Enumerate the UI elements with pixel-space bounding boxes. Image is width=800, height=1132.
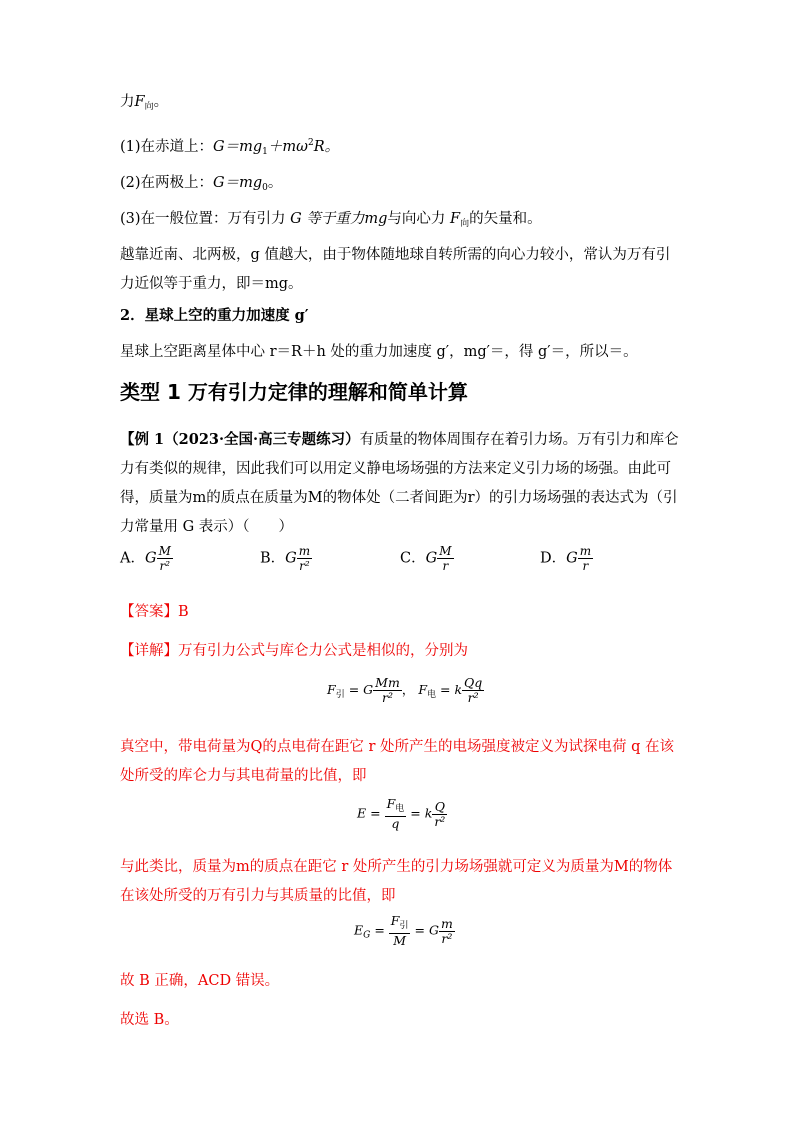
option-a[interactable]: [120, 544, 173, 573]
denominator: r: [578, 558, 593, 573]
option-label: A．: [120, 550, 145, 567]
text: 。: [267, 175, 283, 191]
option-label: B．: [260, 550, 286, 567]
symbol-mg: mg: [364, 211, 388, 227]
text: (1)在赤道上：: [120, 139, 214, 155]
fraction: [437, 544, 453, 573]
section-heading: 类型 1 万有引力定律的理解和简单计算: [120, 380, 468, 404]
detail-intro: 【详解】万有引力公式与库仑力公式是相似的，分别为: [120, 643, 468, 659]
numerator: m: [298, 544, 311, 558]
subscript: 向: [460, 219, 470, 229]
subscript: 向: [144, 102, 154, 112]
equals: =: [440, 682, 451, 697]
detail-paragraph-2: 与此类比，质量为m的质点在距它 r 处所产生的引力场场强就可定义为质量为M的物体在该处所受的万有引力与其质量的比值，即: [120, 859, 673, 904]
option-label: D．: [540, 550, 567, 567]
denominator: r: [437, 558, 453, 573]
symbol-F: F: [450, 211, 461, 227]
numerator: Q: [434, 798, 445, 814]
denominator: r²: [157, 558, 173, 573]
equation-gravity-field: [354, 914, 455, 948]
equals: =: [348, 682, 360, 697]
subscript: 电: [395, 804, 405, 814]
equation-part: G＝mg: [213, 175, 263, 191]
numerator: m: [579, 544, 592, 558]
fraction: [373, 676, 402, 705]
option-b[interactable]: [260, 544, 312, 573]
numerator: Qq: [464, 675, 483, 690]
equation-part: ＋mω: [267, 139, 308, 155]
text: 与向心力: [387, 211, 446, 227]
denominator: r²: [434, 813, 446, 829]
symbol: G: [428, 922, 439, 938]
text: (2)在两极上：: [120, 175, 214, 191]
numerator: M: [158, 544, 171, 558]
subscript: 引: [335, 690, 345, 700]
numerator: [389, 914, 411, 933]
denominator: r²: [462, 690, 484, 705]
equals: =: [414, 922, 425, 938]
answer: 【答案】B: [120, 604, 189, 620]
example-tag: 【例 1（2023·全国·高三专题练习）: [120, 431, 360, 448]
denominator: r²: [439, 931, 455, 946]
conclusion-2: 故选 B。: [120, 1012, 179, 1028]
symbol: E: [354, 922, 364, 938]
line-gravity-accel: 星球上空距离星体中心 r＝R＋h 处的重力加速度 g′，mg′＝，得 g′＝，所以＝。: [120, 344, 638, 360]
line-poles: [120, 173, 282, 198]
subscript: 0: [262, 183, 268, 193]
symbol-G: G: [290, 211, 302, 227]
fraction: [432, 800, 447, 829]
coef: G: [144, 550, 157, 567]
symbol: F: [327, 682, 336, 697]
line-force: [120, 92, 168, 117]
numerator-symbol: F: [386, 796, 396, 811]
symbol: F: [418, 682, 427, 697]
example-question: [120, 425, 680, 542]
subscript: 1: [262, 147, 268, 157]
numerator: Mm: [375, 675, 400, 690]
equals: =: [370, 805, 381, 821]
fraction: [578, 544, 593, 573]
numerator-symbol: F: [390, 913, 400, 928]
subheading: 2．星球上空的重力加速度 g′: [120, 307, 309, 324]
fraction: [385, 797, 407, 831]
text: 力: [120, 94, 135, 110]
example-text: 有质量的物体周围存在着引力场。万有引力和库仑力有类似的规律，因此我们可以用定义静电场场强的方法来定义引力场的场强。由此可得，质量为m的质点在质量为M的物体处（二者间距为r）的引力场场强的表达式为（引力常量用 G 表示）（ ）: [120, 432, 679, 535]
subscript: G: [363, 930, 371, 941]
denominator: q: [385, 816, 407, 831]
equation-electric-field: [357, 797, 447, 831]
equation-force-pair: [327, 676, 484, 705]
denominator: r²: [373, 690, 402, 705]
coef: G: [566, 550, 578, 567]
option-c[interactable]: [400, 544, 454, 573]
paragraph-poles: 越靠近南、北两极，g 值越大，由于物体随地球自转所需的向心力较小，常认为万有引力近似等于重力，即＝mg。: [120, 247, 671, 292]
line-general: [120, 209, 542, 234]
coef: G: [285, 550, 297, 567]
separator: ，: [401, 682, 415, 697]
denominator: M: [389, 933, 411, 948]
text: 的矢量和。: [469, 211, 542, 227]
line-equator: [120, 133, 339, 162]
option-d[interactable]: [540, 544, 593, 573]
symbol: k: [424, 805, 433, 821]
superscript: 2: [307, 138, 314, 148]
text-italic: 等于重力: [306, 211, 365, 227]
fraction: [439, 917, 455, 946]
subscript: 引: [399, 921, 409, 931]
option-label: C．: [400, 550, 426, 567]
fraction: [297, 544, 312, 573]
text: 。: [153, 94, 169, 110]
fraction: [389, 914, 411, 948]
numerator: m: [440, 915, 453, 931]
equals: =: [374, 922, 385, 938]
symbol: k: [454, 682, 463, 697]
numerator: M: [439, 544, 452, 558]
subscript: 电: [427, 690, 437, 700]
fraction: [157, 544, 173, 573]
detail-paragraph-1: 真空中，带电荷量为Q的点电荷在距它 r 处所产生的电场强度被定义为试探电荷 q 在该处所受的库仑力与其电荷量的比值，即: [120, 739, 675, 784]
symbol: G: [363, 682, 374, 697]
numerator: [385, 797, 407, 816]
symbol-F: F: [134, 94, 145, 110]
text: (3)在一般位置：万有引力: [120, 211, 286, 227]
conclusion-1: 故 B 正确，ACD 错误。: [120, 973, 280, 989]
equation-part: G＝mg: [213, 139, 263, 155]
symbol: E: [357, 805, 367, 821]
fraction: [462, 676, 484, 705]
equation-part: R。: [313, 139, 340, 155]
coef: G: [425, 550, 438, 567]
equals: =: [410, 805, 421, 821]
denominator: r²: [297, 558, 312, 573]
